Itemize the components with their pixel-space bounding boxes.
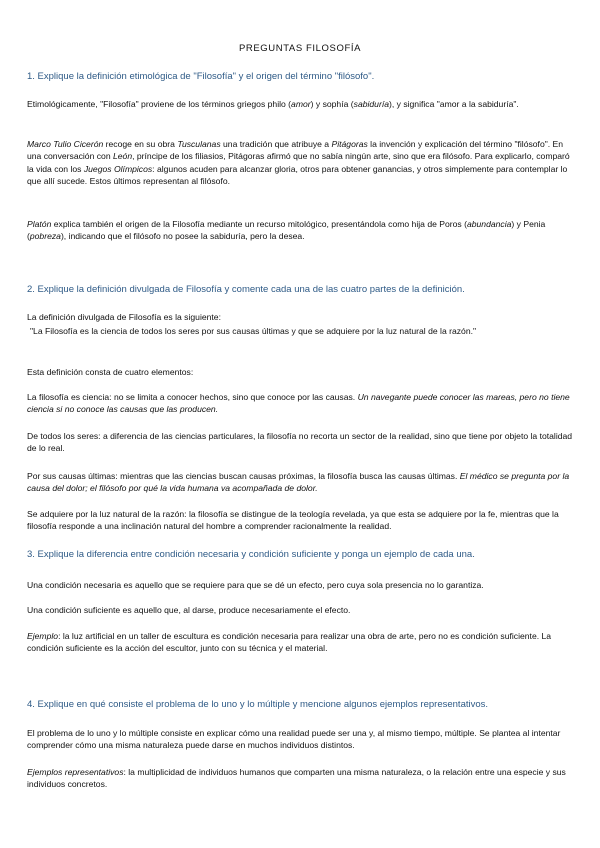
term-amor: amor — [291, 99, 311, 109]
answer-1-paragraph-3 — [27, 218, 575, 243]
ejemplo-condiciones — [27, 630, 575, 655]
example-navegante: Un navegante puede conocer las mareas, pero no tiene ciencia si no conoce las causas que las producen. — [27, 392, 570, 415]
text: , príncipe de los filiasios, Pitágoras afirmó que no sabía ningún arte, sino que era filósofo. Para explicarlo, comparó la vida con los — [27, 151, 570, 174]
question-3-heading: 3. Explique la diferencia entre condición necesaria y condición suficiente y ponga un ejemplo de cada una. — [27, 549, 475, 560]
answer-1-paragraph-1 — [27, 98, 575, 110]
answer-1-paragraph-2 — [27, 138, 575, 187]
answer-2-elements-intro: Esta definición consta de cuatro elementos: — [27, 367, 194, 377]
answer-4-paragraph-1: El problema de lo uno y lo múltiple consiste en explicar cómo una realidad puede ser una y, al mismo tiempo, múltiple. Se plantea al intentar comprender cómo una misma naturaleza puede darse en muchos individuos distintos. — [27, 728, 561, 751]
text: La filosofía es ciencia: no se limita a conocer hechos, sino que conoce por las causas. — [27, 392, 358, 402]
term-juegos-olimpicos: Juegos Olímpicos — [83, 163, 153, 174]
text: ), y significa "amor a la sabiduría". — [389, 99, 519, 109]
condicion-suficiente: Una condición suficiente es aquello que, al darse, produce necesariamente el efecto. — [27, 605, 351, 615]
name-ciceron: Marco Tulio Cicerón — [27, 139, 104, 149]
text: explica también el origen de la Filosofía mediante un recurso mitológico, presentándola como hija de Poros ( — [51, 219, 467, 229]
text: : algunos acuden para alcanzar gloria, otros para obtener ganancias, y otros simplemente para contemplar lo que allí sucede. Estos últimos representan al filósofo. — [27, 163, 568, 186]
element-ciencia — [27, 391, 575, 416]
name-platon: Platón — [27, 219, 52, 229]
definition-quote: "La Filosofía es la ciencia de todos los seres por sus causas últimas y que se adquiere por la luz natural de la razón." — [30, 326, 477, 336]
example-medico: El médico se pregunta por la causa del dolor; el filósofo por qué la vida humana va acompañada de dolor. — [27, 471, 570, 494]
text: : la multiplicidad de individuos humanos que comparten una misma naturaleza, o la relación entre una especie y sus individuos concretos. — [27, 767, 566, 790]
term-abundancia: abundancia — [466, 219, 512, 229]
text: Etimológicamente, "Filosofía" proviene de los términos griegos philo ( — [27, 99, 292, 109]
label-ejemplo: Ejemplo — [27, 631, 59, 641]
question-4-heading: 4. Explique en qué consiste el problema de lo uno y lo múltiple y mencione algunos ejemplos representativos. — [27, 699, 489, 710]
term-pobreza: pobreza — [29, 231, 61, 242]
question-1-heading: 1. Explique la definición etimológica de "Filosofía" y el origen del término "filósofo". — [27, 71, 375, 82]
text: una tradición que atribuye a — [220, 139, 332, 149]
answer-2-intro: La definición divulgada de Filosofía es la siguiente: — [27, 312, 221, 322]
text: recoge en su obra — [103, 139, 178, 149]
text: ), indicando que el filósofo no posee la sabiduría, pero la desea. — [60, 231, 305, 242]
element-luz-natural: Se adquiere por la luz natural de la razón: la filosofía se distingue de la teología revelada, ya que esta se adquiere por la fe, mientras que la filosofía responde a una inclinación natural del hombre a comprender racionalmente la realidad. — [27, 509, 559, 532]
work-tusculanas: Tusculanas — [177, 139, 221, 149]
name-pitagoras: Pitágoras — [331, 139, 368, 149]
text: Por sus causas últimas: mientras que las ciencias buscan causas próximas, la filosofía busca las causas últimas. — [27, 471, 460, 481]
text: : la luz artificial en un taller de escultura es condición necesaria para realizar una obra de arte, pero no es condición suficiente. La condición suficiente es la acción del escultor, junto con su técnica y el material. — [27, 631, 552, 654]
name-leon: León — [113, 151, 133, 162]
text: ) y sophía ( — [310, 99, 354, 109]
answer-4-paragraph-2 — [27, 766, 575, 791]
text: la invención y explicación del término "filósofo". En una conversación con — [27, 139, 564, 162]
term-sabiduria: sabiduría — [353, 99, 389, 109]
element-todos-los-seres: De todos los seres: a diferencia de las ciencias particulares, la filosofía no recorta un sector de la realidad, sino que tiene por objeto la totalidad de lo real. — [27, 431, 573, 454]
question-2-heading: 2. Explique la definición divulgada de Filosofía y comente cada una de las cuatro partes de la definición. — [27, 284, 465, 295]
element-causas-ultimas — [27, 470, 575, 495]
text: ) y Penia ( — [27, 219, 546, 242]
condicion-necesaria: Una condición necesaria es aquello que se requiere para que se dé un efecto, pero cuya sola presencia no lo garantiza. — [27, 580, 484, 590]
document-title: PREGUNTAS FILOSOFÍA — [238, 43, 362, 54]
label-ejemplos: Ejemplos representativos — [27, 767, 124, 777]
